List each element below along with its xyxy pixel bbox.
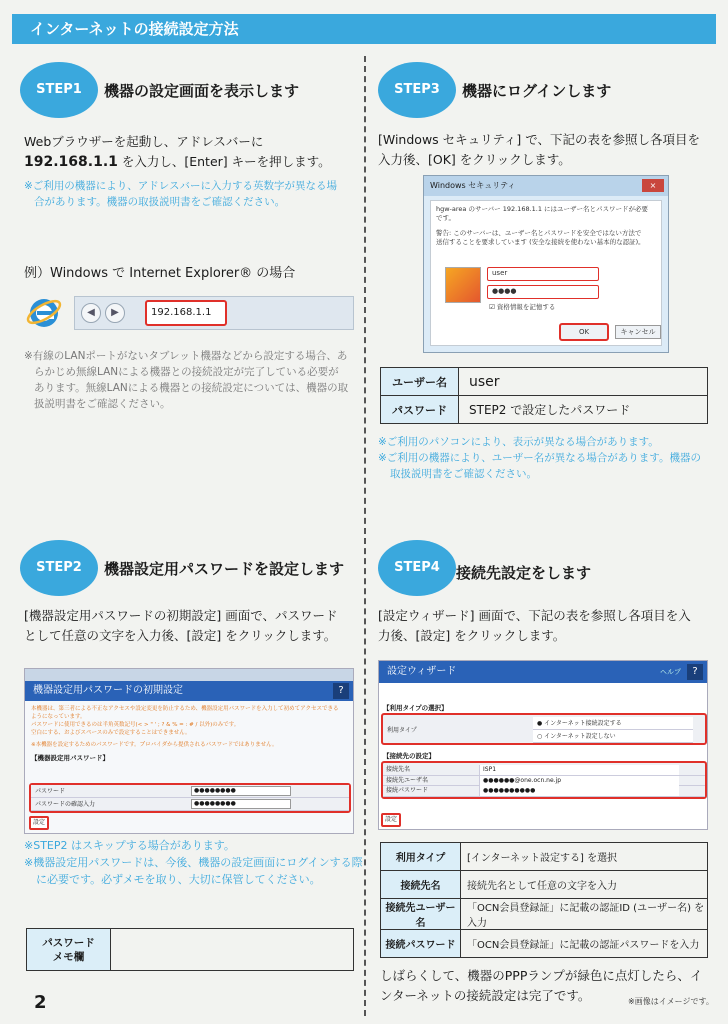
- step1-ip: 192.168.1.1: [24, 154, 118, 170]
- wizard-help-link[interactable]: ヘルプ: [660, 668, 681, 676]
- step4-table-label: 接続先名: [381, 871, 461, 899]
- form-warning-line2: ようになっています。: [31, 714, 86, 720]
- step1-note2-line4: 扱説明書をご確認ください。: [34, 398, 171, 410]
- dialog-line4: 送信することを要求しています (安全な接続を使わない基本的な認証)。: [436, 238, 645, 246]
- user-avatar-icon: [445, 267, 481, 303]
- dialog-line1: hgw-area のサーバー 192.168.1.1 にはユーザー名とパスワードが必要: [436, 205, 649, 213]
- form-warning-line4: 空白にする、およびスペースのみで設定することはできません。: [31, 730, 191, 736]
- password-setup-screenshot: [24, 668, 354, 834]
- step2-note2-line1: ※機器設定用パスワードは、今後、機器の設定画面にログインする際: [24, 856, 363, 869]
- step3-table-label: パスワード: [381, 396, 459, 424]
- connection-user-input[interactable]: ●●●●●●@one.ocn.ne.jp: [479, 776, 679, 786]
- usage-type-section: 【利用タイプの選択】: [383, 704, 448, 712]
- connection-password-row: [383, 786, 705, 797]
- table-row: [381, 396, 708, 424]
- password-confirm-label: パスワードの確認入力: [35, 801, 96, 808]
- step1-note2-line3: あります。無線LANによる機器との接続設定については、機器の取: [34, 382, 349, 394]
- connection-section: 【接続先の設定】: [383, 752, 435, 760]
- memo-label: [27, 929, 111, 971]
- radio-internet-none[interactable]: ○ インターネット設定しない: [533, 730, 693, 743]
- usage-type-group: [381, 713, 707, 745]
- setup-wizard-screenshot: [378, 660, 708, 830]
- step3-note2-line1: ※ご利用の機器により、ユーザー名が異なる場合があります。機器の: [378, 452, 701, 464]
- connection-name-label: 接続先名: [386, 766, 411, 773]
- usage-type-label: 利用タイプ: [387, 727, 417, 734]
- connection-fields-group: [381, 761, 707, 799]
- url-input[interactable]: 192.168.1.1: [145, 300, 227, 326]
- step4-body-line1: [設定ウィザード] 画面で、下記の表を参照し各項目を入: [378, 608, 691, 623]
- table-row: [381, 899, 708, 930]
- step4-table-value: [インターネット設定する] を選択: [461, 843, 708, 871]
- step3-table-label: ユーザー名: [381, 368, 459, 396]
- connection-name-input[interactable]: ISP1: [479, 765, 679, 775]
- step3-body-line2: 入力後、[OK] をクリックします。: [378, 152, 571, 167]
- page-header: インターネットの接続設定方法: [12, 14, 716, 44]
- step4-table-value: 「OCN会員登録証」に記載の認証パスワードを入力: [461, 930, 708, 958]
- step2-title: 機器設定用パスワードを設定します: [104, 560, 345, 578]
- connection-name-row: [383, 765, 705, 776]
- remember-credentials-label: 資格情報を記憶する: [496, 303, 556, 311]
- dialog-password-input[interactable]: ●●●●: [487, 285, 599, 299]
- internet-explorer-icon: [24, 292, 64, 332]
- image-note: ※画像はイメージです。: [628, 997, 714, 1006]
- dialog-line2: です。: [436, 214, 455, 222]
- table-row: [381, 368, 708, 396]
- step3-title: 機器にログインします: [462, 82, 612, 100]
- form-section-heading: 【機器設定用パスワード】: [31, 754, 109, 762]
- remember-credentials-checkbox[interactable]: ☑ 資格情報を記憶する: [489, 303, 556, 311]
- table-row: [27, 929, 354, 971]
- step4-body-line2: 力後、[設定] をクリックします。: [378, 628, 566, 643]
- form-titlebar: [25, 681, 353, 701]
- browser-tab-strip: [25, 669, 353, 681]
- step3-table-value: user: [459, 368, 708, 396]
- form-warning-line5: ※本機器を設定するためのパスワードです。プロバイダから提供されるパスワードではありません。: [31, 742, 278, 748]
- connection-user-label: 接続先ユーザ名: [386, 776, 429, 784]
- step1-note-line1: ※ご利用の機器により、アドレスバーに入力する英数字が異なる場: [24, 180, 337, 192]
- memo-label-line1: パスワード: [42, 936, 95, 949]
- step3-table-value: STEP2 で設定したパスワード: [459, 396, 708, 424]
- table-row: [381, 843, 708, 871]
- connection-password-label: 接続パスワード: [386, 787, 429, 794]
- connection-user-row: [383, 776, 705, 787]
- step2-body-line1: [機器設定用パスワードの初期設定] 画面で、パスワード: [24, 608, 338, 623]
- step1-body-line2: [24, 152, 331, 172]
- password-row: [31, 785, 349, 798]
- help-icon[interactable]: ?: [333, 683, 349, 699]
- step4-table-label: 利用タイプ: [381, 843, 461, 871]
- step3-body-line1: [Windows セキュリティ] で、下記の表を参照し各項目を: [378, 132, 700, 147]
- step1-body-line1: Webブラウザーを起動し、アドレスバーに: [24, 134, 264, 149]
- ok-button[interactable]: OK: [559, 323, 609, 341]
- step4-table-value: 接続先名として任意の文字を入力: [461, 871, 708, 899]
- dialog-title: Windows セキュリティ: [430, 181, 516, 190]
- browser-address-bar-image: [24, 290, 354, 334]
- forward-arrow-icon[interactable]: ▶: [105, 303, 125, 323]
- step3-note1: ※ご利用のパソコンにより、表示が異なる場合があります。: [378, 436, 659, 448]
- dialog-titlebar: [424, 176, 668, 196]
- close-icon[interactable]: ×: [642, 179, 664, 192]
- dialog-body: [430, 200, 662, 346]
- step1-note-line2: 合があります。機器の取扱説明書をご確認ください。: [34, 196, 286, 208]
- step2-note1: ※STEP2 はスキップする場合があります。: [24, 839, 235, 852]
- windows-security-dialog: [423, 175, 669, 353]
- table-row: [381, 871, 708, 899]
- password-confirm-input[interactable]: ●●●●●●●●: [191, 799, 291, 809]
- step2-body-line2: として任意の文字を入力後、[設定] をクリックします。: [24, 628, 337, 643]
- memo-label-line2: メモ欄: [52, 950, 85, 963]
- step2-note2-line2: に必要です。必ずメモを取り、大切に保管してください。: [36, 873, 321, 886]
- password-fields-group: [29, 783, 351, 813]
- password-confirm-row: [31, 798, 349, 811]
- column-divider: [364, 56, 366, 1016]
- form-warning-line1: 本機器は、第三者による不正なアクセスや設定変更を防止するため、機器設定用パスワードを入力して初めてアクセスできる: [31, 706, 339, 712]
- step3-badge: STEP3: [378, 62, 456, 118]
- page-number: 2: [34, 992, 47, 1013]
- step4-title: 接続先設定をします: [456, 564, 592, 582]
- step3-note2-line2: 取扱説明書をご確認ください。: [390, 468, 537, 480]
- step1-note2-line2: らかじめ無線LANによる機器との接続設定が完了している必要が: [34, 366, 339, 378]
- address-bar: [74, 296, 354, 330]
- step4-table: [380, 842, 708, 958]
- set-button[interactable]: 設定: [29, 816, 49, 830]
- step1-note2-line1: ※有線のLANポートがないタブレット機器などから設定する場合、あ: [24, 350, 348, 362]
- step3-table: [380, 367, 708, 424]
- form-warning-line3: パスワードに使用できるのは半角英数記号(< > " ' ; ? & % = : # / 以外)のみです。: [31, 722, 240, 728]
- back-arrow-icon[interactable]: ◀: [81, 303, 101, 323]
- step4-footer-line1: しばらくして、機器のPPPランプが緑色に点灯したら、イ: [380, 968, 703, 983]
- set-button[interactable]: 設定: [381, 813, 401, 827]
- connection-password-input[interactable]: ●●●●●●●●●●: [479, 786, 679, 796]
- step1-title: 機器の設定画面を表示します: [104, 82, 300, 100]
- radio-internet-connect[interactable]: ● インターネット接続設定する: [533, 717, 693, 730]
- help-icon[interactable]: ?: [687, 664, 703, 680]
- step4-footer-line2: ンターネットの接続設定は完了です。: [380, 988, 591, 1003]
- step1-example-heading: 例）Windows で Internet Explorer® の場合: [24, 266, 296, 281]
- step4-table-label: 接続先ユーザー名: [381, 899, 461, 930]
- table-row: [381, 930, 708, 958]
- step4-table-value: 「OCN会員登録証」に記載の認証ID (ユーザー名) を入力: [461, 899, 708, 930]
- step1-body-line2-rest: を入力し、[Enter] キーを押します。: [117, 154, 331, 169]
- wizard-titlebar: [379, 661, 707, 683]
- form-warning: [25, 701, 353, 749]
- dialog-username-input[interactable]: user: [487, 267, 599, 281]
- step4-table-label: 接続パスワード: [381, 930, 461, 958]
- step4-badge: STEP4: [378, 540, 456, 596]
- step2-badge: STEP2: [20, 540, 98, 596]
- memo-field[interactable]: [111, 929, 354, 971]
- password-memo-table: [26, 928, 354, 971]
- password-input[interactable]: ●●●●●●●●: [191, 786, 291, 796]
- password-label: パスワード: [35, 788, 66, 795]
- step1-badge: STEP1: [20, 62, 98, 118]
- dialog-line3: 警告: このサーバーは、ユーザー名とパスワードを安全ではない方法で: [436, 229, 642, 237]
- form-title: 機器設定用パスワードの初期設定: [33, 685, 183, 696]
- cancel-button[interactable]: キャンセル: [615, 325, 661, 339]
- wizard-title: 設定ウィザード: [387, 666, 457, 677]
